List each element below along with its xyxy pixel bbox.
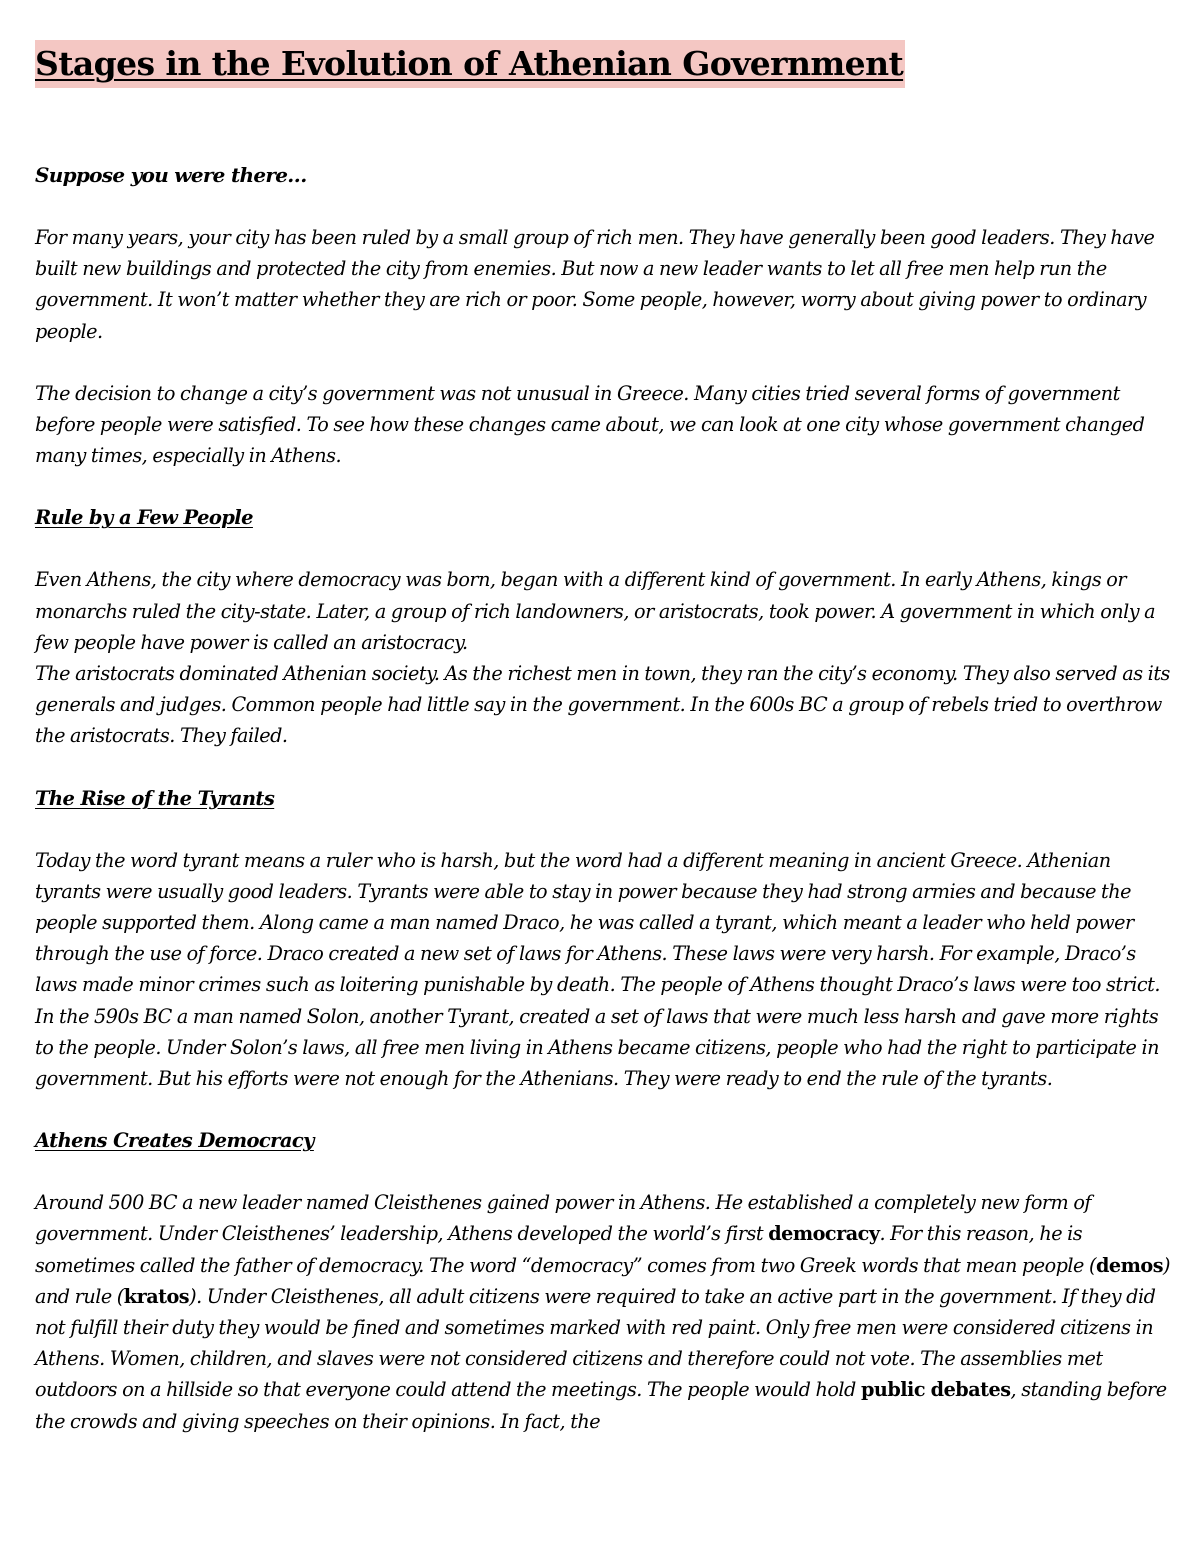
term-public-debates: public debates [860, 1378, 1011, 1402]
term-democracy: democracy [768, 1222, 880, 1246]
section-heading-rule-by-few: Rule by a Few People [35, 506, 253, 530]
rule-by-few-paragraph-2: The aristocrats dominated Athenian society. As the richest men in town, they ran the city’s economy. They also served as its generals and judges. Common people had little say in the government. In the 600s BC a group of rebels tried to overthrow the aristocrats. They failed. [35, 662, 1170, 748]
intro-paragraph-1: For many years, your city has been ruled by a small group of rich men. They have generally been good leaders. They have built new buildings and protected the city from enemies. But now a new leader wants to let all free men help run the government. It won’t matter whether they are rich or poor. Some people, however, worry about giving power to ordinary people. [35, 226, 1155, 343]
rule-by-few-paragraph-1: Even Athens, the city where democracy was born, began with a different kind of government. In early Athens, kings or monarchs ruled the city-state. Later, a group of rich landowners, or aristocrats, took power. A government in which only a few people have power is called an aristocracy. [35, 568, 1156, 654]
spacer [35, 533, 1175, 564]
democracy-text-3: ) and rule ( [35, 1253, 1171, 1308]
tyrants-paragraph: Today the word tyrant means a ruler who is harsh, but the word had a different meaning in ancient Greece. Athenian tyrants were usually good leaders. Tyrants were able to stay in power because they had strong armies and because the people supported them. Along came a man named Draco, he was called a tyrant, which meant a leader who held power through the use of force. Draco created a new set of laws for Athens. These laws were very harsh. For example, Draco’s laws made minor crimes such as loitering punishable by death. The people of Athens thought Draco’s laws were too strict. In the 590s BC a man named Solon, another Tyrant, created a set of laws that were much less harsh and gave more rights to the people. Under Solon’s laws, all free men living in Athens became citizens, people who had the right to participate in government. But his efforts were not enough for the Athenians. They were ready to end the rule of the tyrants. [35, 848, 1160, 1091]
spacer [35, 1156, 1175, 1187]
democracy-text-2: . For this reason, he is sometimes called the father of democracy. The word “democracy” comes from two Greek words that mean people ( [35, 1222, 1096, 1277]
democracy-text-5: , standing before the crowds and giving speeches on their opinions. In fact, the [35, 1378, 1167, 1433]
spacer [35, 347, 1175, 378]
section-heading-athens-creates-democracy: Athens Creates Democracy [35, 1129, 314, 1153]
spacer [35, 752, 1175, 783]
spacer [35, 814, 1175, 845]
lead-question: Suppose you were there… [35, 163, 307, 187]
document-page [35, 40, 1175, 1437]
democracy-text-4: ). Under Cleisthenes, all adult citizens were required to take an active part in the government. If they did not fulfill their duty they would be fined and sometimes marked with red paint. Only free men were considered citizens in Athens. Women, children, and slaves were not considered citizens and therefore could not vote. The assemblies met outdoors on a hillside so that everyone could attend the meetings. The people would hold [35, 1284, 1156, 1402]
term-demos: demos [1095, 1253, 1164, 1277]
term-kratos: kratos [123, 1284, 190, 1308]
page-title: Stages in the Evolution of Athenian Government [35, 40, 905, 88]
spacer [35, 471, 1175, 502]
intro-paragraph-2: The decision to change a city’s government was not unusual in Greece. Many cities tried several forms of government before people were satisfied. To see how these changes came about, we can look at one city whose government changed many times, especially in Athens. [35, 381, 1145, 468]
section-heading-rise-of-tyrants: The Rise of the Tyrants [35, 786, 275, 810]
democracy-paragraph [35, 1187, 1175, 1437]
democracy-text-1: Around 500 BC a new leader named Cleisthenes gained power in Athens. He established a completely new form of government. Under Cleisthenes’ leadership, Athens developed the world’s first [35, 1191, 1091, 1246]
spacer [35, 191, 1175, 222]
spacer [35, 1094, 1175, 1125]
